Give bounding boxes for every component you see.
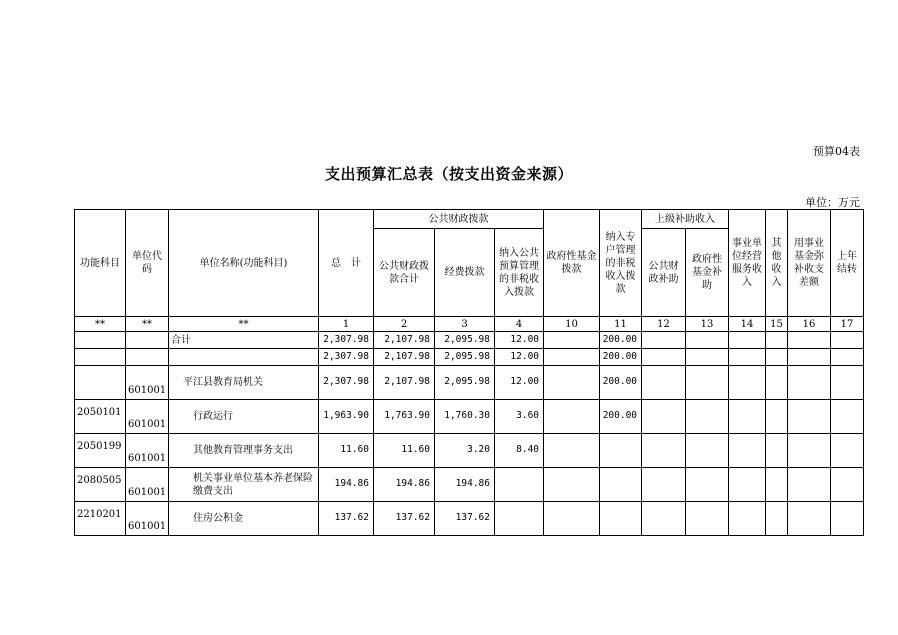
table-row xyxy=(75,434,864,468)
code-cell: 3 xyxy=(435,317,495,332)
unit-label: 单位：万元 xyxy=(805,196,860,209)
header-public-finance: 公共财政拨款 xyxy=(374,210,544,229)
unit-name: 机关事业单位基本养老保险缴费支出 xyxy=(169,468,319,502)
code-cell: 10 xyxy=(544,317,600,332)
unit-code: 601001 xyxy=(126,366,169,400)
header-gov-fund: 政府性基金拨款 xyxy=(544,210,600,317)
func-code: 2210201 xyxy=(75,502,126,536)
header-unit-name: 单位名称(功能科目) xyxy=(169,210,319,317)
pf-total-value: 2,107.98 xyxy=(374,349,435,366)
unit-name: 合计 xyxy=(169,332,319,349)
pf-nontax-value xyxy=(495,502,544,536)
special-nontax-value xyxy=(600,502,642,536)
special-nontax-value xyxy=(600,434,642,468)
unit-code xyxy=(126,332,169,349)
func-code: 2050101 xyxy=(75,400,126,434)
header-special-nontax: 纳入专户管理的非税收入拨款 xyxy=(600,210,642,317)
header-total: 总 计 xyxy=(319,210,374,317)
unit-name: 其他教育管理事务支出 xyxy=(169,434,319,468)
pf-expense-value: 2,095.98 xyxy=(435,366,495,400)
pf-expense-value: 2,095.98 xyxy=(435,332,495,349)
code-cell: 12 xyxy=(642,317,686,332)
header-unit-code: 单位代码 xyxy=(126,210,169,317)
special-nontax-value xyxy=(600,468,642,502)
func-code xyxy=(75,332,126,349)
pf-total-value: 11.60 xyxy=(374,434,435,468)
header-other-income: 其他收入 xyxy=(766,210,788,317)
code-cell: 16 xyxy=(788,317,831,332)
gov-fund-value xyxy=(544,349,600,366)
unit-code: 601001 xyxy=(126,400,169,434)
func-code xyxy=(75,349,126,366)
table-row xyxy=(75,366,864,400)
total-value: 1,963.90 xyxy=(319,400,374,434)
code-cell: 2 xyxy=(374,317,435,332)
header-pf-total: 公共财政拨款合计 xyxy=(374,229,435,317)
special-nontax-value: 200.00 xyxy=(600,349,642,366)
pf-expense-value: 194.86 xyxy=(435,468,495,502)
header-pf-expense: 经费拨款 xyxy=(435,229,495,317)
pf-total-value: 137.62 xyxy=(374,502,435,536)
pf-total-value: 2,107.98 xyxy=(374,332,435,349)
special-nontax-value: 200.00 xyxy=(600,366,642,400)
pf-nontax-value: 12.00 xyxy=(495,349,544,366)
unit-name: 行政运行 xyxy=(169,400,319,434)
unit-code: 601001 xyxy=(126,434,169,468)
header-superior-subsidy: 上级补助收入 xyxy=(642,210,729,229)
func-code: 2050199 xyxy=(75,434,126,468)
func-code xyxy=(75,366,126,400)
total-value: 2,307.98 xyxy=(319,349,374,366)
code-cell: 1 xyxy=(319,317,374,332)
table-row xyxy=(75,502,864,536)
total-value: 11.60 xyxy=(319,434,374,468)
total-value: 2,307.98 xyxy=(319,366,374,400)
gov-fund-value xyxy=(544,366,600,400)
unit-code: 601001 xyxy=(126,468,169,502)
column-code-row xyxy=(75,317,864,332)
total-value: 194.86 xyxy=(319,468,374,502)
code-cell: ** xyxy=(169,317,319,332)
gov-fund-value xyxy=(544,332,600,349)
unit-code: 601001 xyxy=(126,502,169,536)
total-value: 2,307.98 xyxy=(319,332,374,349)
header-func-subject: 功能科目 xyxy=(75,210,126,317)
code-cell: 14 xyxy=(729,317,766,332)
pf-nontax-value: 12.00 xyxy=(495,332,544,349)
pf-nontax-value xyxy=(495,468,544,502)
special-nontax-value: 200.00 xyxy=(600,332,642,349)
gov-fund-value xyxy=(544,468,600,502)
special-nontax-value: 200.00 xyxy=(600,400,642,434)
pf-total-value: 1,763.90 xyxy=(374,400,435,434)
code-cell: 11 xyxy=(600,317,642,332)
code-cell: 13 xyxy=(686,317,729,332)
pf-expense-value: 3.20 xyxy=(435,434,495,468)
header-fund-balance: 用事业基金弥补收支差额 xyxy=(788,210,831,317)
unit-code xyxy=(126,349,169,366)
code-cell: ** xyxy=(126,317,169,332)
code-cell: 4 xyxy=(495,317,544,332)
page-title: 支出预算汇总表（按支出资金来源） xyxy=(324,165,573,183)
pf-expense-value: 137.62 xyxy=(435,502,495,536)
unit-name: 住房公积金 xyxy=(169,502,319,536)
pf-total-value: 2,107.98 xyxy=(374,366,435,400)
code-cell: ** xyxy=(75,317,126,332)
gov-fund-value xyxy=(544,434,600,468)
pf-expense-value: 2,095.98 xyxy=(435,349,495,366)
pf-expense-value: 1,760.30 xyxy=(435,400,495,434)
budget-table xyxy=(74,209,864,536)
unit-name: 平江县教育局机关 xyxy=(169,366,319,400)
header-sub-gov-fund: 政府性基金补助 xyxy=(686,229,729,317)
pf-nontax-value: 3.60 xyxy=(495,400,544,434)
header-carryover: 上年结转 xyxy=(831,210,864,317)
pf-nontax-value: 12.00 xyxy=(495,366,544,400)
pf-nontax-value: 8.40 xyxy=(495,434,544,468)
gov-fund-value xyxy=(544,502,600,536)
table-row xyxy=(75,468,864,502)
table-row xyxy=(75,332,864,349)
total-value: 137.62 xyxy=(319,502,374,536)
gov-fund-value xyxy=(544,400,600,434)
code-cell: 17 xyxy=(831,317,864,332)
table-row xyxy=(75,400,864,434)
code-cell: 15 xyxy=(766,317,788,332)
table-row xyxy=(75,349,864,366)
func-code: 2080505 xyxy=(75,468,126,502)
header-sub-public: 公共财政补助 xyxy=(642,229,686,317)
pf-total-value: 194.86 xyxy=(374,468,435,502)
header-pf-nontax: 纳入公共预算管理的非税收入拨款 xyxy=(495,229,544,317)
form-number: 预算04表 xyxy=(813,145,860,158)
header-biz-income: 事业单位经营服务收入 xyxy=(729,210,766,317)
unit-name xyxy=(169,349,319,366)
